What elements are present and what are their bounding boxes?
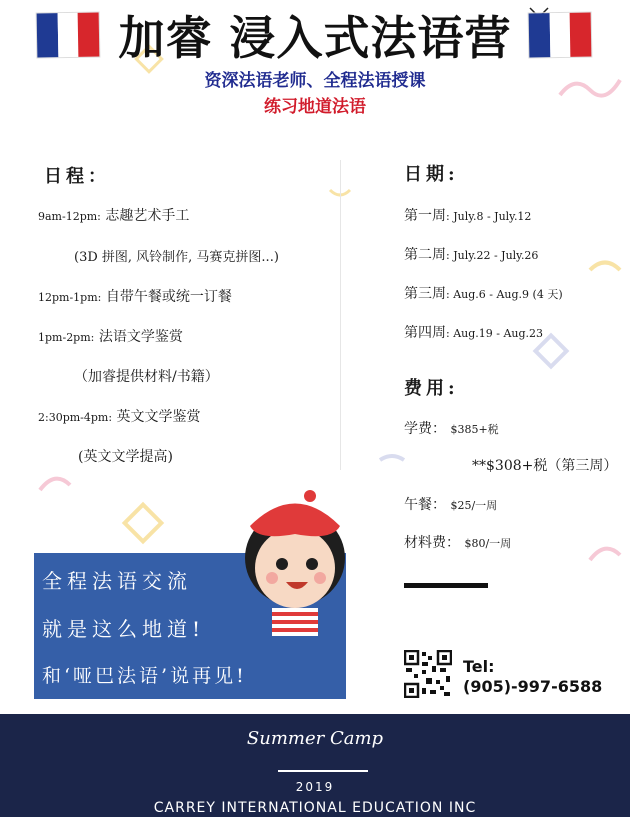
schedule-item [38,286,232,306]
slogan-line: 全程法语交流 [42,569,192,593]
week-label: 第四周 [404,325,446,341]
dates-heading: 日期: [404,164,459,185]
contact-phone [463,657,602,697]
week-row [404,322,543,342]
slogan-line: 和‘哑巴法语’说再见! [42,665,247,687]
tel-label: Tel: [463,657,495,676]
tel-number: (905)-997-6588 [463,677,603,696]
subtitle-teachers: 资深法语老师、全程法语授课 [204,71,426,91]
schedule-activity: 英文文学鉴赏 [116,409,201,425]
subtitle-practice: 练习地道法语 [264,97,366,117]
fee-tuition-week3: **$308+税（第三周） [472,458,618,474]
schedule-note: (3D 拼图, 风铃制作, 马赛克拼图...) [74,250,279,265]
fee-label: 材料费： [404,535,460,551]
fee-value: $385+税 [450,423,499,436]
schedule-activity: 自带午餐或统一订餐 [105,289,232,305]
qr-code-icon [404,650,452,698]
footer-divider [278,770,368,772]
footer-year: 2019 [295,780,335,794]
week-row [404,205,531,225]
week-range: : Aug.19 - Aug.23 [446,327,544,340]
footer-org: CARREY INTERNATIONAL EDUCATION INC [153,800,477,816]
footer-camp-title: Summer Camp [246,728,384,749]
schedule-time: 2:30pm-4pm: [38,411,113,424]
schedule-heading: 日程： [44,166,110,187]
decor-squiggle [380,456,404,460]
page-title: 加睿 浸入式法语营 [118,11,512,65]
fee-label: 午餐： [404,497,446,513]
fees-heading: 费用: [404,378,459,399]
fee-value: $25/一周 [450,499,498,512]
schedule-time: 9am-12pm: [38,210,101,223]
fee-value: $80/一周 [464,537,512,550]
schedule-item [38,406,201,426]
week-label: 第一周 [404,208,446,224]
fee-label: 学费： [404,421,446,437]
accent-bar [404,583,488,588]
fee-material [404,532,511,552]
decor-diamond [125,505,162,542]
week-row [404,244,538,264]
fee-lunch [404,494,497,514]
column-divider [340,160,341,470]
schedule-activity: 法语文学鉴赏 [98,329,183,345]
week-range: : July.8 - July.12 [446,210,532,223]
cartoon-girl-illustration [220,486,370,636]
week-range: : Aug.6 - Aug.9 (4 天) [446,288,563,301]
footer-banner [0,714,630,817]
schedule-activity: 志趣艺术手工 [105,208,190,224]
schedule-note: （加睿提供材料/书籍） [74,369,219,385]
schedule-note: (英文文学提高) [78,449,173,465]
decor-squiggle [590,263,620,271]
decor-squiggle [40,479,70,490]
week-label: 第三周 [404,286,446,302]
schedule-item [38,205,189,225]
week-label: 第二周 [404,247,446,263]
schedule-time: 12pm-1pm: [38,291,102,304]
schedule-item [38,326,183,346]
week-row [404,283,563,303]
slogan-line: 就是这么地道! [42,617,206,641]
fee-tuition [404,418,499,438]
decor-squiggle [590,549,620,560]
schedule-time: 1pm-2pm: [38,331,95,344]
week-range: : July.22 - July.26 [446,249,539,262]
